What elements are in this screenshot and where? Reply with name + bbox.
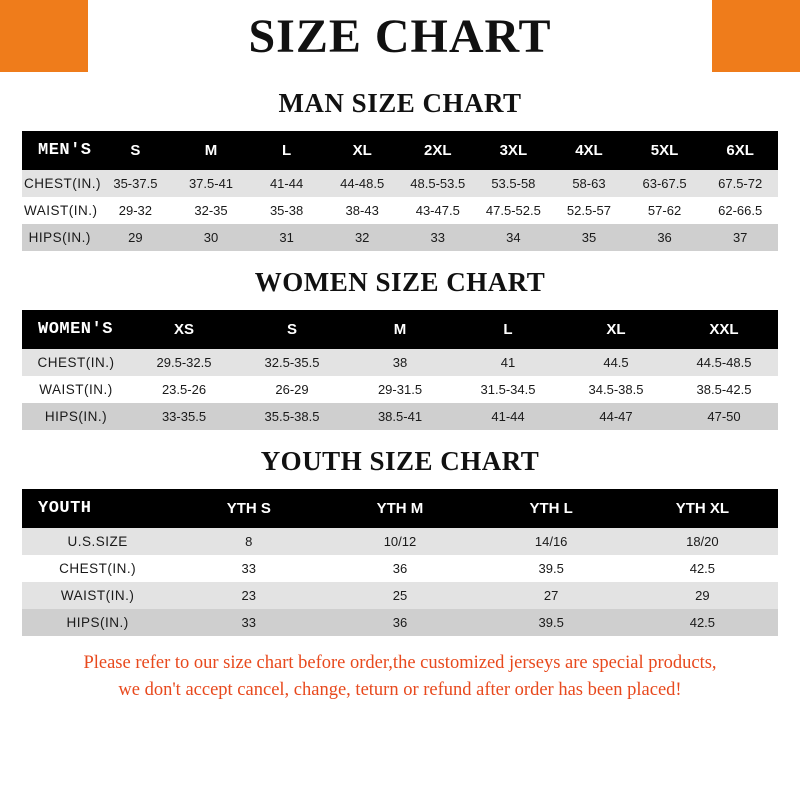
men-chest-l: 41-44 [249,170,325,197]
women-hips-xxl: 47-50 [670,403,778,430]
men-header-3xl: 3XL [476,131,552,170]
youth-row-label-ussize: U.S.SIZE [22,528,173,555]
men-header-xl: XL [324,131,400,170]
women-chest-xs: 29.5-32.5 [130,349,238,376]
youth-ussize-xl: 18/20 [627,528,778,555]
men-hips-6xl: 37 [702,224,778,251]
women-header-label: WOMEN'S [22,310,130,349]
youth-header-xl: YTH XL [627,489,778,528]
women-table-body [22,349,778,430]
men-header-2xl: 2XL [400,131,476,170]
men-header-4xl: 4XL [551,131,627,170]
men-header-m: M [173,131,249,170]
footer-disclaimer [22,650,778,704]
men-header-l: L [249,131,325,170]
table-header-row [22,489,778,528]
women-header-m: M [346,310,454,349]
men-chest-2xl: 48.5-53.5 [400,170,476,197]
men-hips-s: 29 [98,224,174,251]
men-chest-xl: 44-48.5 [324,170,400,197]
youth-header-s: YTH S [173,489,324,528]
youth-chest-m: 36 [324,555,475,582]
women-header-xs: XS [130,310,238,349]
men-waist-5xl: 57-62 [627,197,703,224]
header-band [0,0,800,72]
women-chest-xxl: 44.5-48.5 [670,349,778,376]
youth-waist-m: 25 [324,582,475,609]
youth-table-body [22,528,778,636]
youth-hips-s: 33 [173,609,324,636]
men-table-body [22,170,778,251]
header-title-container [88,0,712,72]
men-waist-4xl: 52.5-57 [551,197,627,224]
men-table-head [22,131,778,170]
page-title: SIZE CHART [248,9,552,63]
youth-table-head [22,489,778,528]
men-row-label-waist: WAIST(IN.) [22,197,98,224]
youth-chest-s: 33 [173,555,324,582]
table-row [22,224,778,251]
men-waist-6xl: 62-66.5 [702,197,778,224]
women-chest-m: 38 [346,349,454,376]
men-waist-xl: 38-43 [324,197,400,224]
men-chest-m: 37.5-41 [173,170,249,197]
women-waist-l: 31.5-34.5 [454,376,562,403]
women-hips-xl: 44-47 [562,403,670,430]
table-row [22,349,778,376]
women-header-s: S [238,310,346,349]
header-accent-left [0,0,88,72]
header-accent-right [712,0,800,72]
men-row-label-hips: HIPS(IN.) [22,224,98,251]
women-table-head [22,310,778,349]
youth-header-label: YOUTH [22,489,173,528]
men-chest-s: 35-37.5 [98,170,174,197]
youth-header-l: YTH L [476,489,627,528]
men-chest-5xl: 63-67.5 [627,170,703,197]
women-hips-m: 38.5-41 [346,403,454,430]
women-hips-s: 35.5-38.5 [238,403,346,430]
table-row [22,609,778,636]
women-chest-l: 41 [454,349,562,376]
youth-waist-xl: 29 [627,582,778,609]
youth-header-m: YTH M [324,489,475,528]
youth-hips-m: 36 [324,609,475,636]
women-chest-xl: 44.5 [562,349,670,376]
women-row-label-waist: WAIST(IN.) [22,376,130,403]
footer-line-1: Please refer to our size chart before order,the customized jerseys are special products, [83,653,717,673]
section-title-women: WOMEN SIZE CHART [254,267,546,297]
men-header-6xl: 6XL [702,131,778,170]
youth-row-label-chest: CHEST(IN.) [22,555,173,582]
table-row [22,197,778,224]
women-waist-xl: 34.5-38.5 [562,376,670,403]
table-row [22,170,778,197]
women-header-xxl: XXL [670,310,778,349]
women-hips-xs: 33-35.5 [130,403,238,430]
youth-waist-l: 27 [476,582,627,609]
women-size-table [22,310,778,430]
youth-row-label-hips: HIPS(IN.) [22,609,173,636]
youth-ussize-m: 10/12 [324,528,475,555]
women-header-l: L [454,310,562,349]
men-hips-2xl: 33 [400,224,476,251]
men-hips-m: 30 [173,224,249,251]
men-waist-3xl: 47.5-52.5 [476,197,552,224]
women-chest-s: 32.5-35.5 [238,349,346,376]
men-hips-l: 31 [249,224,325,251]
youth-hips-xl: 42.5 [627,609,778,636]
youth-ussize-s: 8 [173,528,324,555]
women-hips-l: 41-44 [454,403,562,430]
men-header-s: S [98,131,174,170]
table-row [22,376,778,403]
women-row-label-hips: HIPS(IN.) [22,403,130,430]
table-header-row [22,310,778,349]
youth-chest-l: 39.5 [476,555,627,582]
youth-row-label-waist: WAIST(IN.) [22,582,173,609]
men-waist-l: 35-38 [249,197,325,224]
section-title-youth: YOUTH SIZE CHART [260,446,540,476]
men-header-5xl: 5XL [627,131,703,170]
youth-ussize-l: 14/16 [476,528,627,555]
women-row-label-chest: CHEST(IN.) [22,349,130,376]
men-hips-5xl: 36 [627,224,703,251]
table-row [22,555,778,582]
table-row [22,528,778,555]
women-waist-s: 26-29 [238,376,346,403]
youth-size-table [22,489,778,636]
men-header-label: MEN'S [22,131,98,170]
men-hips-4xl: 35 [551,224,627,251]
men-size-table [22,131,778,251]
chart-content [0,88,800,704]
men-hips-xl: 32 [324,224,400,251]
youth-hips-l: 39.5 [476,609,627,636]
youth-waist-s: 23 [173,582,324,609]
women-header-xl: XL [562,310,670,349]
men-chest-4xl: 58-63 [551,170,627,197]
men-hips-3xl: 34 [476,224,552,251]
youth-chest-xl: 42.5 [627,555,778,582]
men-waist-2xl: 43-47.5 [400,197,476,224]
table-header-row [22,131,778,170]
women-waist-m: 29-31.5 [346,376,454,403]
men-chest-3xl: 53.5-58 [476,170,552,197]
footer-line-2: we don't accept cancel, change, teturn or refund after order has been placed! [118,679,682,700]
men-waist-m: 32-35 [173,197,249,224]
men-waist-s: 29-32 [98,197,174,224]
women-waist-xs: 23.5-26 [130,376,238,403]
table-row [22,582,778,609]
men-row-label-chest: CHEST(IN.) [22,170,98,197]
men-chest-6xl: 67.5-72 [702,170,778,197]
women-waist-xxl: 38.5-42.5 [670,376,778,403]
section-title-men: MAN SIZE CHART [278,88,522,118]
table-row [22,403,778,430]
